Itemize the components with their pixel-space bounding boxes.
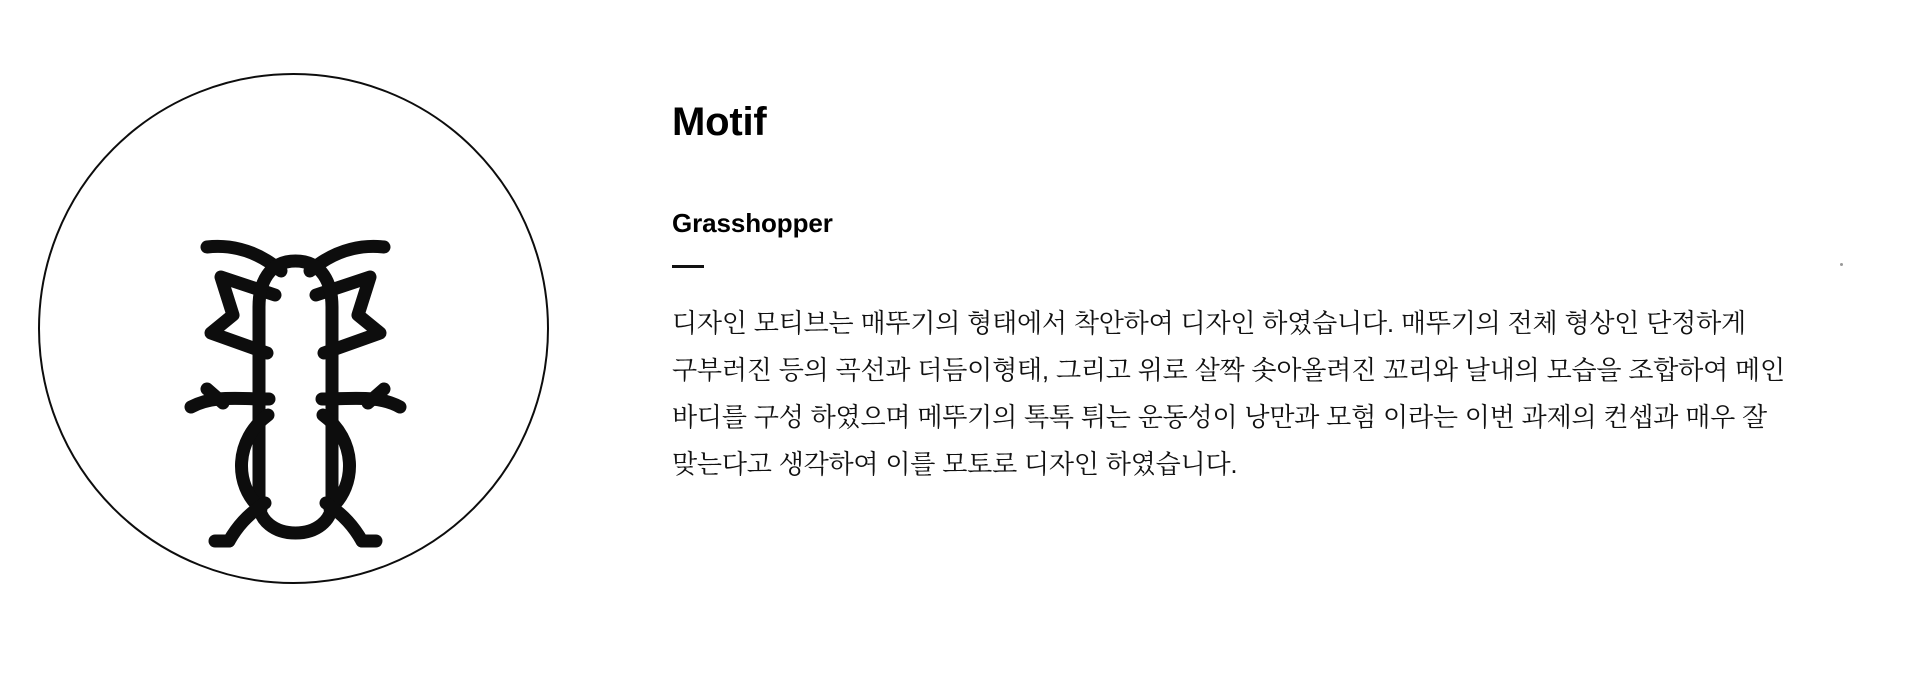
emblem <box>38 73 553 588</box>
motif-description: 디자인 모티브는 매뚜기의 형태에서 착안하여 디자인 하였습니다. 매뚜기의 전체 형상인 단정하게 구부러진 등의 곡선과 더듬이형태, 그리고 위로 살짝 솟아올려진 꼬리와 날내의 모습을 조합하여 메인 바디를 구성 하였으며 메뚜기의 톡톡 튀는 운동성이 낭만과 모험 이라는 이번 과제의 컨셉과 매우 잘 맞는다고 생각하여 이를 모토로 디자인 하였습니다. <box>672 308 1785 479</box>
motif-subtitle: Grasshopper <box>672 208 833 238</box>
page-title: Motif <box>672 100 767 144</box>
grasshopper-icon <box>163 203 428 563</box>
motif-text-column <box>672 100 1822 488</box>
decorative-speck <box>1840 263 1843 266</box>
